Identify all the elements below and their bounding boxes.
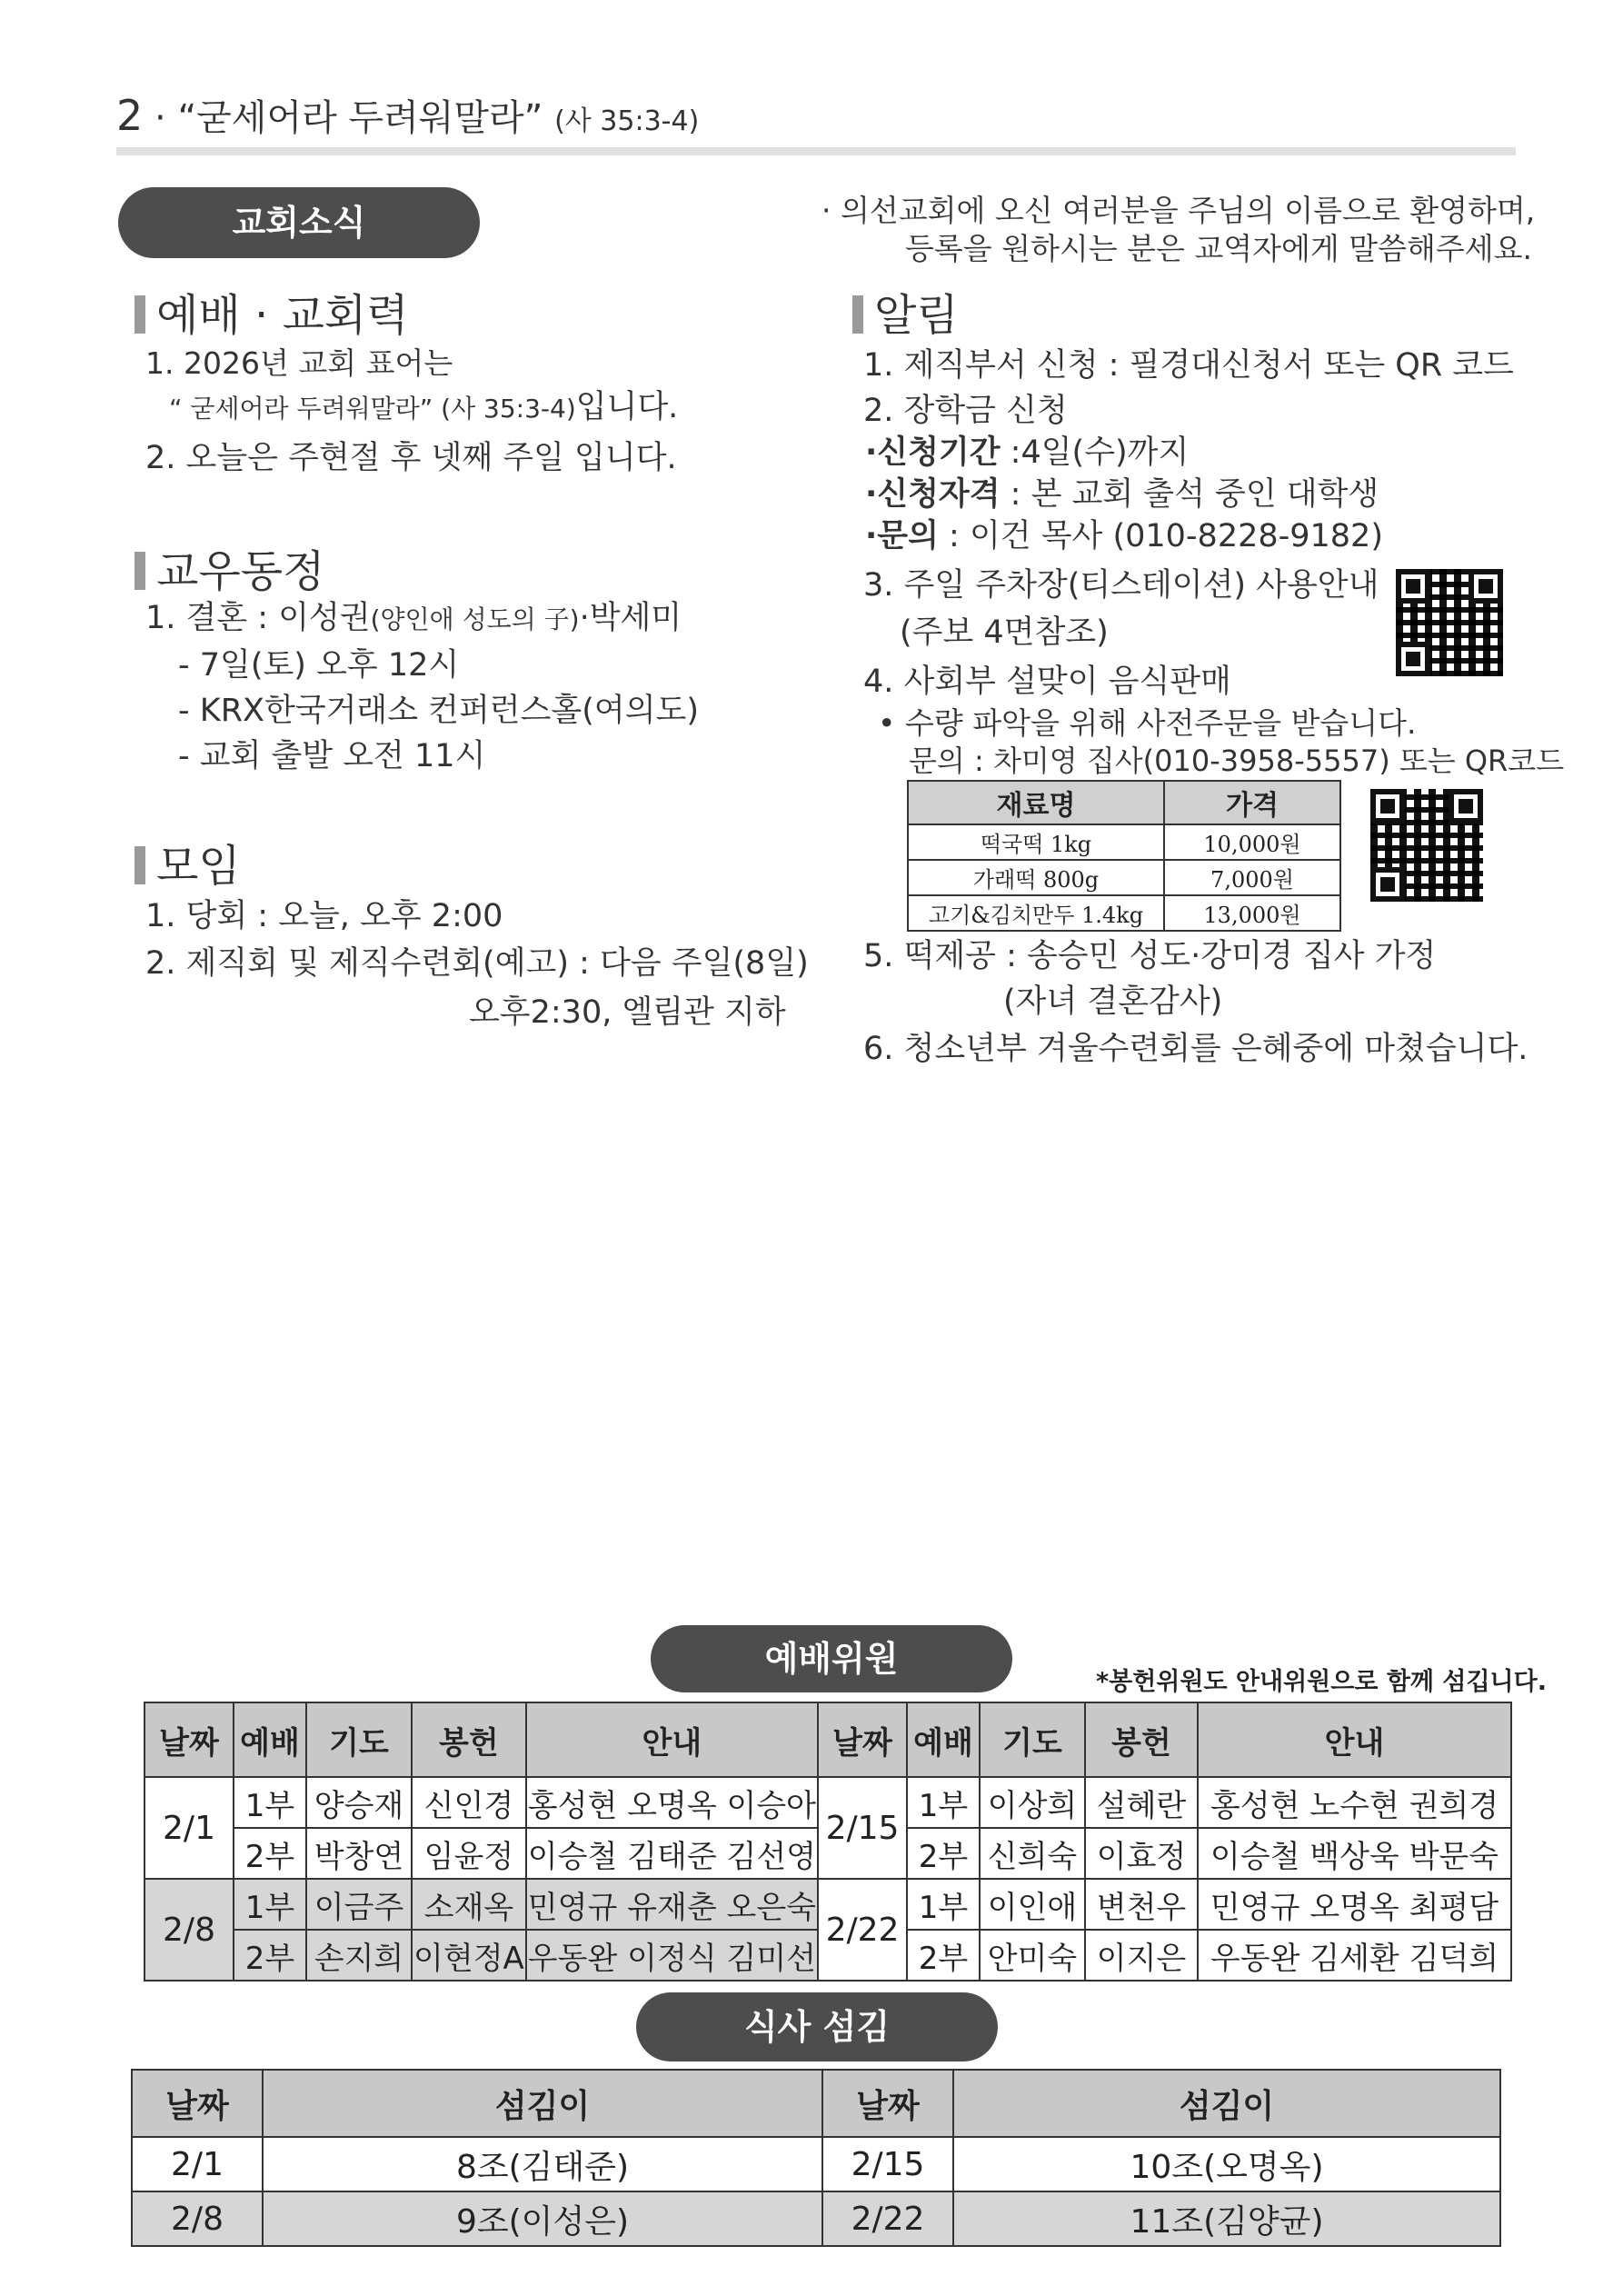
order-qr-code-icon[interactable] — [1370, 789, 1483, 902]
section-notice-title — [852, 280, 959, 343]
duty-offering: 설혜란 — [1085, 1777, 1198, 1828]
duty-date: 2/1 — [144, 1777, 234, 1879]
price-row — [908, 824, 1340, 860]
meal-row — [132, 2137, 1500, 2191]
section-meeting-title — [134, 831, 241, 893]
notice-2-eligibility — [865, 469, 1379, 514]
meal-date: 2/1 — [132, 2137, 263, 2191]
price-value: 10,000원 — [1164, 824, 1340, 860]
duty-prayer: 신희숙 — [980, 1828, 1085, 1879]
meeting-line-3: 오후2:30, 엘림관 지하 — [469, 994, 786, 1031]
duty-col-usher: 안내 — [1198, 1702, 1511, 1777]
duty-service: 2부 — [234, 1930, 306, 1981]
price-item: 떡국떡 1kg — [908, 824, 1164, 860]
duty-prayer: 이상희 — [980, 1777, 1085, 1828]
members-line-4: - 교회 출발 오전 11시 — [178, 738, 486, 774]
price-value: 7,000원 — [1164, 860, 1340, 895]
notice-4: 4. 사회부 설맞이 음식판매 — [863, 664, 1231, 700]
notice-2-contact-value: : 이건 목사 (010-8228-9182) — [938, 518, 1383, 554]
notice-3: 3. 주일 주차장(티스테이션) 사용안내 — [863, 567, 1379, 604]
duty-row — [144, 1879, 1511, 1930]
meal-row — [132, 2191, 1500, 2246]
members-line-1 — [145, 593, 682, 638]
meal-col-date: 날짜 — [822, 2070, 953, 2137]
duty-col-service: 예배 — [234, 1702, 306, 1777]
meal-date: 2/22 — [822, 2191, 953, 2246]
motto-suffix: 입니다. — [575, 389, 679, 425]
duty-prayer: 양승재 — [306, 1777, 412, 1828]
duty-prayer: 이금주 — [306, 1879, 412, 1930]
meal-service-pill: 식사 섬김 — [636, 1992, 998, 2061]
meal-service-table — [131, 2069, 1501, 2247]
duty-offering: 변천우 — [1085, 1879, 1198, 1930]
motto-ref: (사 35:3-4) — [441, 394, 576, 424]
duty-service: 1부 — [907, 1879, 980, 1930]
duty-offering: 임윤정 — [412, 1828, 526, 1879]
meal-date: 2/8 — [132, 2191, 263, 2246]
duty-usher: 이승철 백상욱 박문숙 — [1198, 1828, 1511, 1879]
meal-server: 10조(오명옥) — [953, 2137, 1500, 2191]
duty-header-row — [144, 1702, 1511, 1777]
duty-usher: 민영규 오명옥 최평담 — [1198, 1879, 1511, 1930]
duty-service: 2부 — [234, 1828, 306, 1879]
meal-server: 9조(이성은) — [263, 2191, 822, 2246]
duty-col-usher: 안내 — [526, 1702, 818, 1777]
duty-service: 1부 — [234, 1777, 306, 1828]
section-meeting-label: 모임 — [156, 841, 241, 892]
meal-server: 8조(김태준) — [263, 2137, 822, 2191]
section-bar — [134, 846, 145, 884]
worship-line-1: 1. 2026년 교회 표어는 — [145, 345, 453, 381]
notice-2-period-key: ·신청기간 — [865, 434, 1001, 471]
duty-date: 2/22 — [818, 1879, 907, 1981]
duty-date: 2/15 — [818, 1777, 907, 1879]
duty-offering: 이지은 — [1085, 1930, 1198, 1981]
duty-col-prayer: 기도 — [980, 1702, 1085, 1777]
duty-offering: 소재옥 — [412, 1879, 526, 1930]
header-separator: · — [154, 97, 166, 139]
duty-offering: 이효정 — [1085, 1828, 1198, 1879]
duty-service: 1부 — [234, 1879, 306, 1930]
notice-5-sub: (자녀 결혼감사) — [1003, 983, 1223, 1020]
duty-offering: 신인경 — [412, 1777, 526, 1828]
motto-text: “ 굳세어라 두려워말라” — [169, 394, 442, 424]
meal-col-date: 날짜 — [132, 2070, 263, 2137]
duty-prayer: 박창연 — [306, 1828, 412, 1879]
notice-1: 1. 제직부서 신청 : 필경대신청서 또는 QR 코드 — [863, 347, 1514, 384]
section-worship-label: 예배 · 교회력 — [156, 290, 409, 341]
meal-date: 2/15 — [822, 2137, 953, 2191]
church-news-pill: 교회소식 — [118, 187, 480, 258]
notice-2-period — [865, 427, 1189, 473]
section-worship-title — [134, 280, 409, 343]
duty-col-service: 예배 — [907, 1702, 980, 1777]
welcome-line-2: 등록을 원하시는 분은 교역자에게 말씀해주세요. — [905, 231, 1533, 266]
duty-offering: 이현정A — [412, 1930, 526, 1981]
price-table-header — [908, 781, 1340, 824]
price-col-item: 재료명 — [908, 781, 1164, 824]
duty-col-date: 날짜 — [818, 1702, 907, 1777]
section-bar — [134, 552, 145, 590]
worship-duty-pill: 예배위원 — [651, 1625, 1012, 1692]
worship-duty-table — [144, 1702, 1512, 1982]
wedding-label: 1. 결혼 : — [145, 600, 279, 636]
section-notice-label: 알림 — [874, 290, 959, 341]
meeting-line-1: 1. 당회 : 오늘, 오후 2:00 — [145, 898, 503, 934]
meeting-line-2: 2. 제직회 및 제직수련회(예고) : 다음 주일(8일) — [145, 945, 809, 982]
duty-usher: 홍성현 노수현 권희경 — [1198, 1777, 1511, 1828]
duty-usher: 이승철 김태준 김선영 — [526, 1828, 818, 1879]
price-item: 가래떡 800g — [908, 860, 1164, 895]
members-line-2: - 7일(토) 오후 12시 — [178, 647, 460, 684]
parking-qr-code-icon[interactable] — [1396, 569, 1503, 676]
price-row — [908, 895, 1340, 931]
duty-usher: 민영규 유재춘 오은숙 — [526, 1879, 818, 1930]
worship-line-3: 2. 오늘은 주현절 후 넷째 주일 입니다. — [145, 440, 677, 476]
notice-2-eligibility-value: : 본 교회 출석 중인 대학생 — [1000, 476, 1379, 513]
duty-service: 1부 — [907, 1777, 980, 1828]
duty-usher: 우동완 김세환 김덕희 — [1198, 1930, 1511, 1981]
bride-name: ·박세미 — [579, 600, 682, 636]
page-header — [116, 89, 699, 141]
section-bar — [134, 295, 145, 334]
notice-2-contact — [865, 511, 1383, 556]
notice-2: 2. 장학금 신청 — [863, 393, 1068, 429]
duty-usher: 우동완 이정식 김미선 — [526, 1930, 818, 1981]
section-members-title — [134, 536, 324, 599]
section-bar — [852, 295, 863, 334]
header-verse: “굳세어라 두려워말라” — [177, 97, 543, 139]
price-col-price: 가격 — [1164, 781, 1340, 824]
duty-col-offering: 봉헌 — [1085, 1702, 1198, 1777]
meal-col-server: 섬김이 — [953, 2070, 1500, 2137]
notice-2-eligibility-key: ·신청자격 — [865, 476, 1001, 513]
price-row — [908, 860, 1340, 895]
duty-prayer: 안미숙 — [980, 1930, 1085, 1981]
section-members-label: 교우동정 — [156, 546, 325, 597]
duty-usher: 홍성현 오명옥 이승아 — [526, 1777, 818, 1828]
meal-server: 11조(김양균) — [953, 2191, 1500, 2246]
meal-header-row — [132, 2070, 1500, 2137]
price-table — [907, 780, 1341, 932]
worship-line-2 — [169, 382, 678, 427]
notice-6: 6. 청소년부 겨울수련회를 은혜중에 마쳤습니다. — [863, 1031, 1528, 1067]
notice-4-contact: 문의 : 차미영 집사(010-3958-5557) 또는 QR코드 — [909, 744, 1565, 778]
notice-2-period-value: :4일(수)까지 — [1000, 434, 1190, 471]
notice-2-contact-key: ·문의 — [865, 518, 939, 554]
page-number: 2 — [116, 91, 144, 140]
notice-4-order: • 수량 파악을 위해 사전주문을 받습니다. — [878, 705, 1417, 741]
header-rule — [116, 147, 1516, 155]
groom-name: 이성권 — [278, 600, 371, 636]
duty-date: 2/8 — [144, 1879, 234, 1981]
duty-service: 2부 — [907, 1930, 980, 1981]
welcome-line-1: · 의선교회에 오신 여러분을 주님의 이름으로 환영하며, — [821, 193, 1536, 228]
duty-col-prayer: 기도 — [306, 1702, 412, 1777]
header-reference: (사 35:3-4) — [554, 105, 700, 137]
price-value: 13,000원 — [1164, 895, 1340, 931]
notice-5: 5. 떡제공 : 송승민 성도·강미경 집사 가정 — [863, 938, 1437, 974]
duty-prayer: 손지희 — [306, 1930, 412, 1981]
duty-row — [144, 1777, 1511, 1828]
price-item: 고기&김치만두 1.4kg — [908, 895, 1164, 931]
duty-prayer: 이인애 — [980, 1879, 1085, 1930]
notice-3-sub: (주보 4면참조) — [900, 614, 1109, 651]
members-line-3: - KRX한국거래소 컨퍼런스홀(여의도) — [178, 693, 699, 729]
meal-col-server: 섬김이 — [263, 2070, 822, 2137]
duty-service: 2부 — [907, 1828, 980, 1879]
duty-note: *봉헌위원도 안내위원으로 함께 섬깁니다. — [1096, 1668, 1547, 1696]
groom-parent: (양인애 성도의 子) — [370, 604, 580, 634]
duty-col-date: 날짜 — [144, 1702, 234, 1777]
duty-col-offering: 봉헌 — [412, 1702, 526, 1777]
